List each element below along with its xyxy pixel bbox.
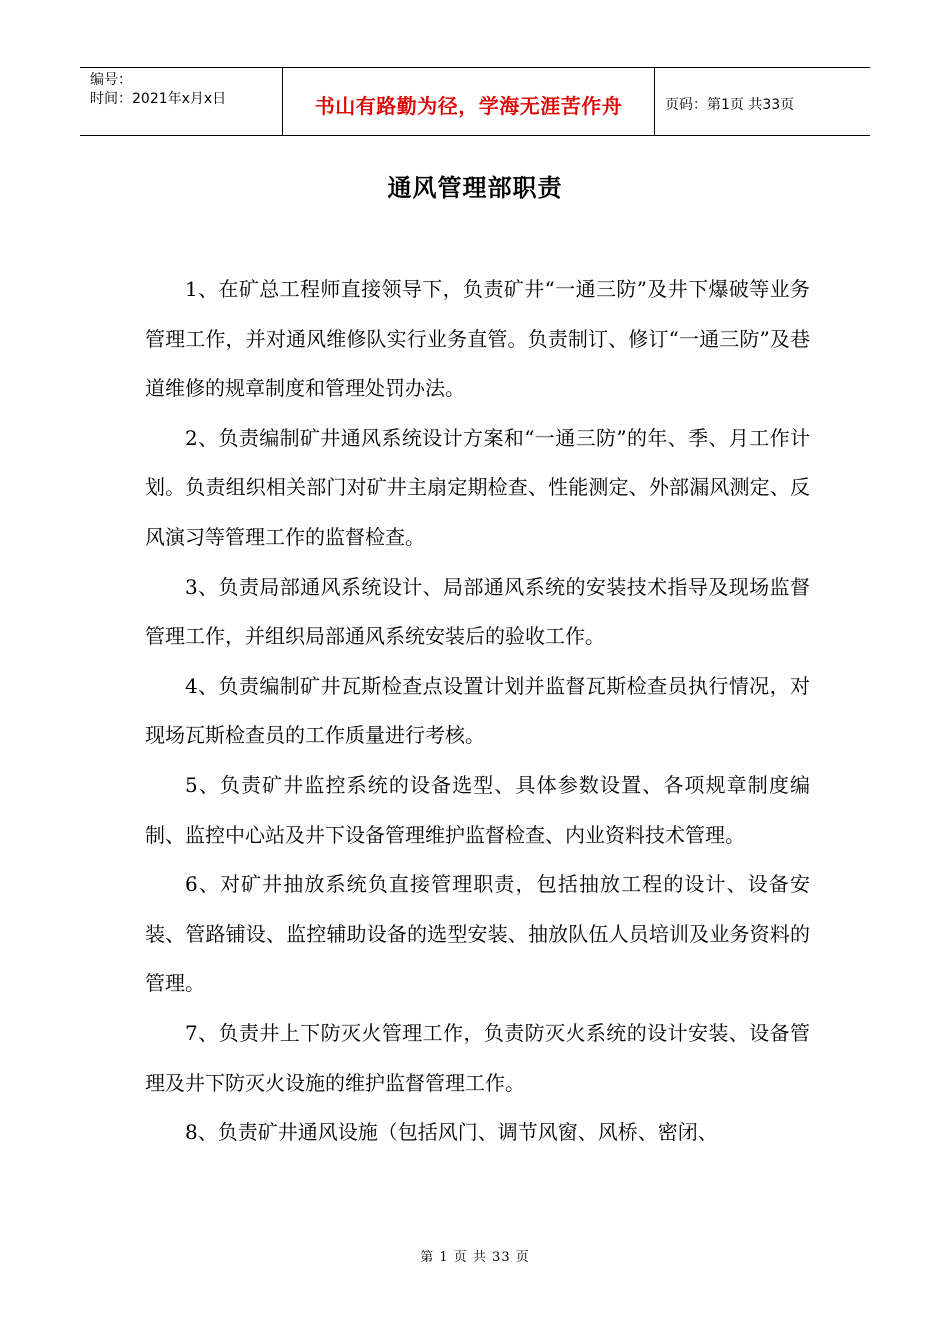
header-page-cell bbox=[655, 68, 870, 135]
paragraph-1: 1、在矿总工程师直接领导下，负责矿井“一通三防”及井下爆破等业务管理工作，并对通风维修队实行业务直管。负责制订、修订“一通三防”及巷道维修的规章制度和管理处罚办法。 bbox=[145, 277, 810, 401]
document-time-label: 时间：2021年x月x日 bbox=[90, 91, 227, 107]
paragraph-2: 2、负责编制矿井通风系统设计方案和“一通三防”的年、季、月工作计划。负责组织相关部门对矿井主扇定期检查、性能测定、外部漏风测定、反风演习等管理工作的监督检查。 bbox=[145, 425, 810, 549]
paragraph-6: 6、对矿井抽放系统负直接管理职责，包括抽放工程的设计、设备安装、管路铺设、监控辅助设备的选型安装、抽放队伍人员培训及业务资料的管理。 bbox=[145, 872, 810, 996]
document-header bbox=[80, 67, 870, 136]
header-motto: 书山有路勤为径，学海无涯苦作舟 bbox=[314, 94, 623, 118]
document-number-label: 编号： bbox=[90, 72, 132, 88]
header-page-label: 页码：第1页 共33页 bbox=[665, 96, 795, 113]
document-body bbox=[145, 265, 810, 1158]
document-title: 通风管理部职责 bbox=[387, 174, 563, 202]
paragraph-3: 3、负责局部通风系统设计、局部通风系统的安装技术指导及现场监督管理工作，并组织局部通风系统安装后的验收工作。 bbox=[145, 574, 810, 649]
paragraph-8: 8、负责矿井通风设施（包括风门、调节风窗、风桥、密闭、 bbox=[185, 1120, 718, 1145]
paragraph-7: 7、负责井上下防灭火管理工作，负责防灭火系统的设计安装、设备管理及井下防灭火设施的维护监督管理工作。 bbox=[145, 1020, 810, 1095]
header-meta-cell bbox=[80, 68, 283, 135]
paragraph-4: 4、负责编制矿井瓦斯检查点设置计划并监督瓦斯检查员执行情况，对现场瓦斯检查员的工作质量进行考核。 bbox=[145, 673, 810, 748]
header-motto-cell bbox=[283, 68, 655, 135]
paragraph-5: 5、负责矿井监控系统的设备选型、具体参数设置、各项规章制度编制、监控中心站及井下设备管理维护监督检查、内业资料技术管理。 bbox=[145, 772, 810, 847]
page-footer: 第 1 页 共 33 页 bbox=[420, 1250, 530, 1265]
